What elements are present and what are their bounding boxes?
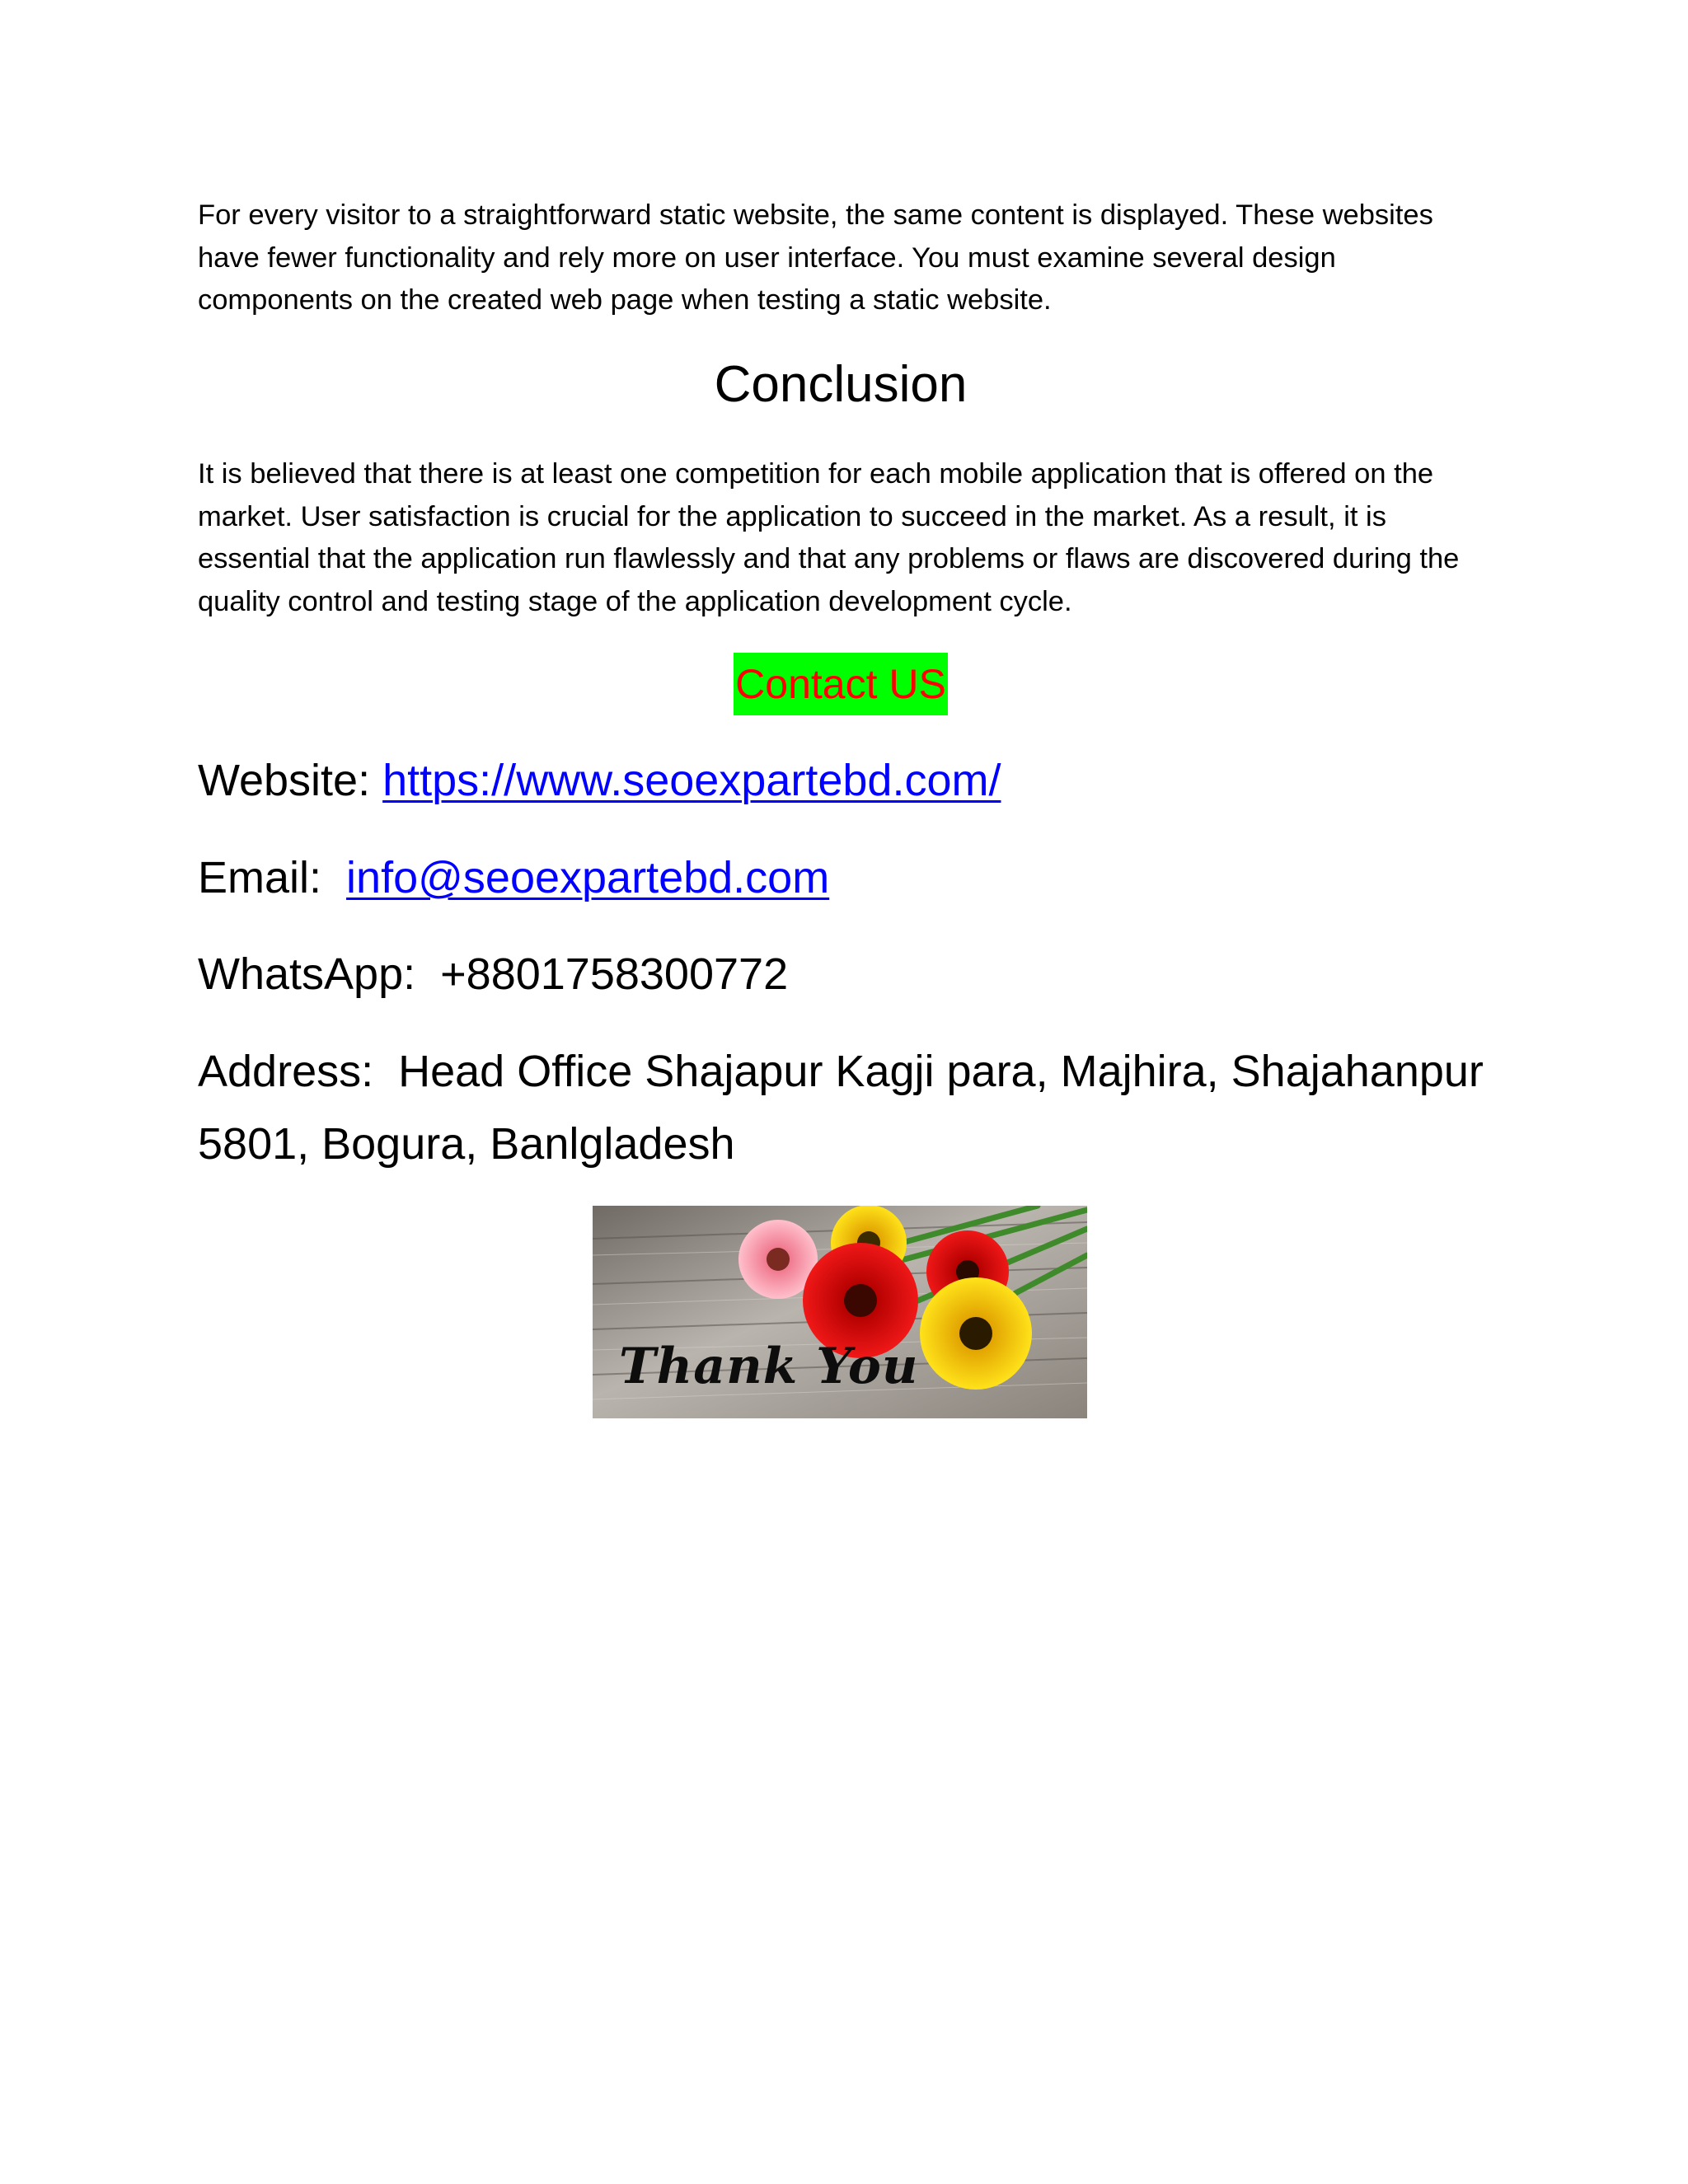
conclusion-heading: Conclusion <box>714 356 968 413</box>
address-value: Head Office Shajapur Kagji para, Majhira, Shajahanpur 5801, Bogura, Banlgladesh <box>198 1047 1484 1169</box>
contact-us-banner <box>0 653 1681 715</box>
whatsapp-number: +8801758300772 <box>440 949 789 999</box>
thank-you-image <box>593 1206 1087 1418</box>
whatsapp-label: WhatsApp: <box>198 949 441 999</box>
address-line <box>198 1035 1517 1180</box>
email-line <box>198 841 1517 914</box>
website-label: Website: <box>198 756 383 805</box>
whatsapp-line <box>198 938 1517 1010</box>
conclusion-paragraph: It is believed that there is at least one competition for each mobile application that is offered on the market. User satisfaction is crucial for the application to succeed in the market. As a result, it is essential that the application run flawlessly and that any problems or flaws are discovered during the quality control and testing stage of the application development cycle. <box>198 458 1460 617</box>
thank-you-caption: Thank You <box>619 1338 919 1395</box>
email-label: Email: <box>198 853 347 902</box>
website-line <box>198 744 1517 817</box>
intro-paragraph: For every visitor to a straightforward static website, the same content is displayed. These websites have fewer functionality and rely more on user interface. You must examine several design components on the created web page when testing a static website. <box>198 199 1433 316</box>
address-label: Address: <box>198 1047 399 1096</box>
website-link[interactable]: https://www.seoexpartebd.com/ <box>382 756 1001 805</box>
contact-us-badge: Contact US <box>734 653 948 715</box>
email-link[interactable]: info@seoexpartebd.com <box>346 853 830 902</box>
